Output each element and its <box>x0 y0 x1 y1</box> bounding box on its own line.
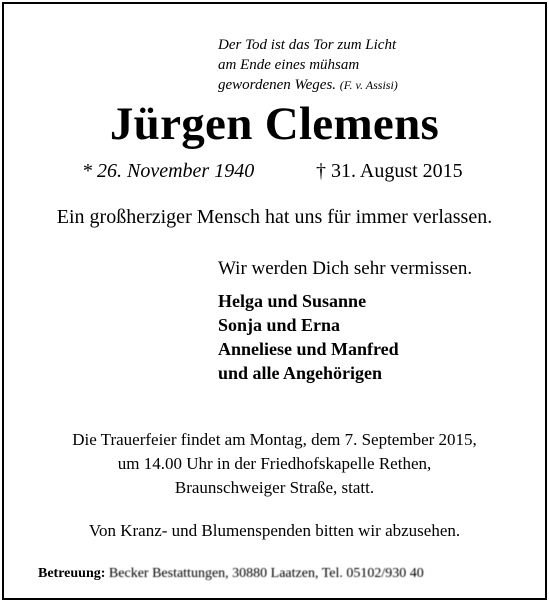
obituary-notice <box>2 2 547 600</box>
signer: Helga und Susanne <box>218 291 367 311</box>
signer: Sonja und Erna <box>218 315 341 335</box>
footer-text: Becker Bestattungen, 30880 Laatzen, Tel. 05102/930 40 <box>108 566 424 581</box>
flowers-note: Von Kranz- und Blumenspenden bitten wir abzusehen. <box>88 521 461 540</box>
tribute-line: Ein großherziger Mensch hat uns für immer verlassen. <box>56 206 493 228</box>
death-date: † 31. August 2015 <box>316 160 463 182</box>
quote-line: am Ende eines mühsam <box>218 57 360 73</box>
signer: und alle Angehörigen <box>218 363 383 383</box>
signers-block <box>218 289 399 385</box>
quote-attribution: (F. v. Assisi) <box>339 78 398 92</box>
quote-line <box>218 75 398 95</box>
quote-block <box>218 35 398 95</box>
service-info <box>4 428 545 500</box>
signer: Anneliese und Manfred <box>218 339 399 359</box>
service-line: Die Trauerfeier findet am Montag, dem 7. September 2015, <box>72 430 477 449</box>
service-line: um 14.00 Uhr in der Friedhofskapelle Rethen, <box>117 454 432 473</box>
quote-line-text: gewordenen Weges. <box>218 77 337 93</box>
birth-date: * 26. November 1940 <box>82 160 255 182</box>
funeral-home-footer <box>38 565 424 583</box>
deceased-name: Jürgen Clemens <box>109 98 440 150</box>
miss-line: Wir werden Dich sehr vermissen. <box>218 258 473 279</box>
quote-line: Der Tod ist das Tor zum Licht <box>218 37 397 53</box>
service-line: Braunschweiger Straße, statt. <box>174 478 375 497</box>
footer-label: Betreuung: <box>38 566 106 581</box>
